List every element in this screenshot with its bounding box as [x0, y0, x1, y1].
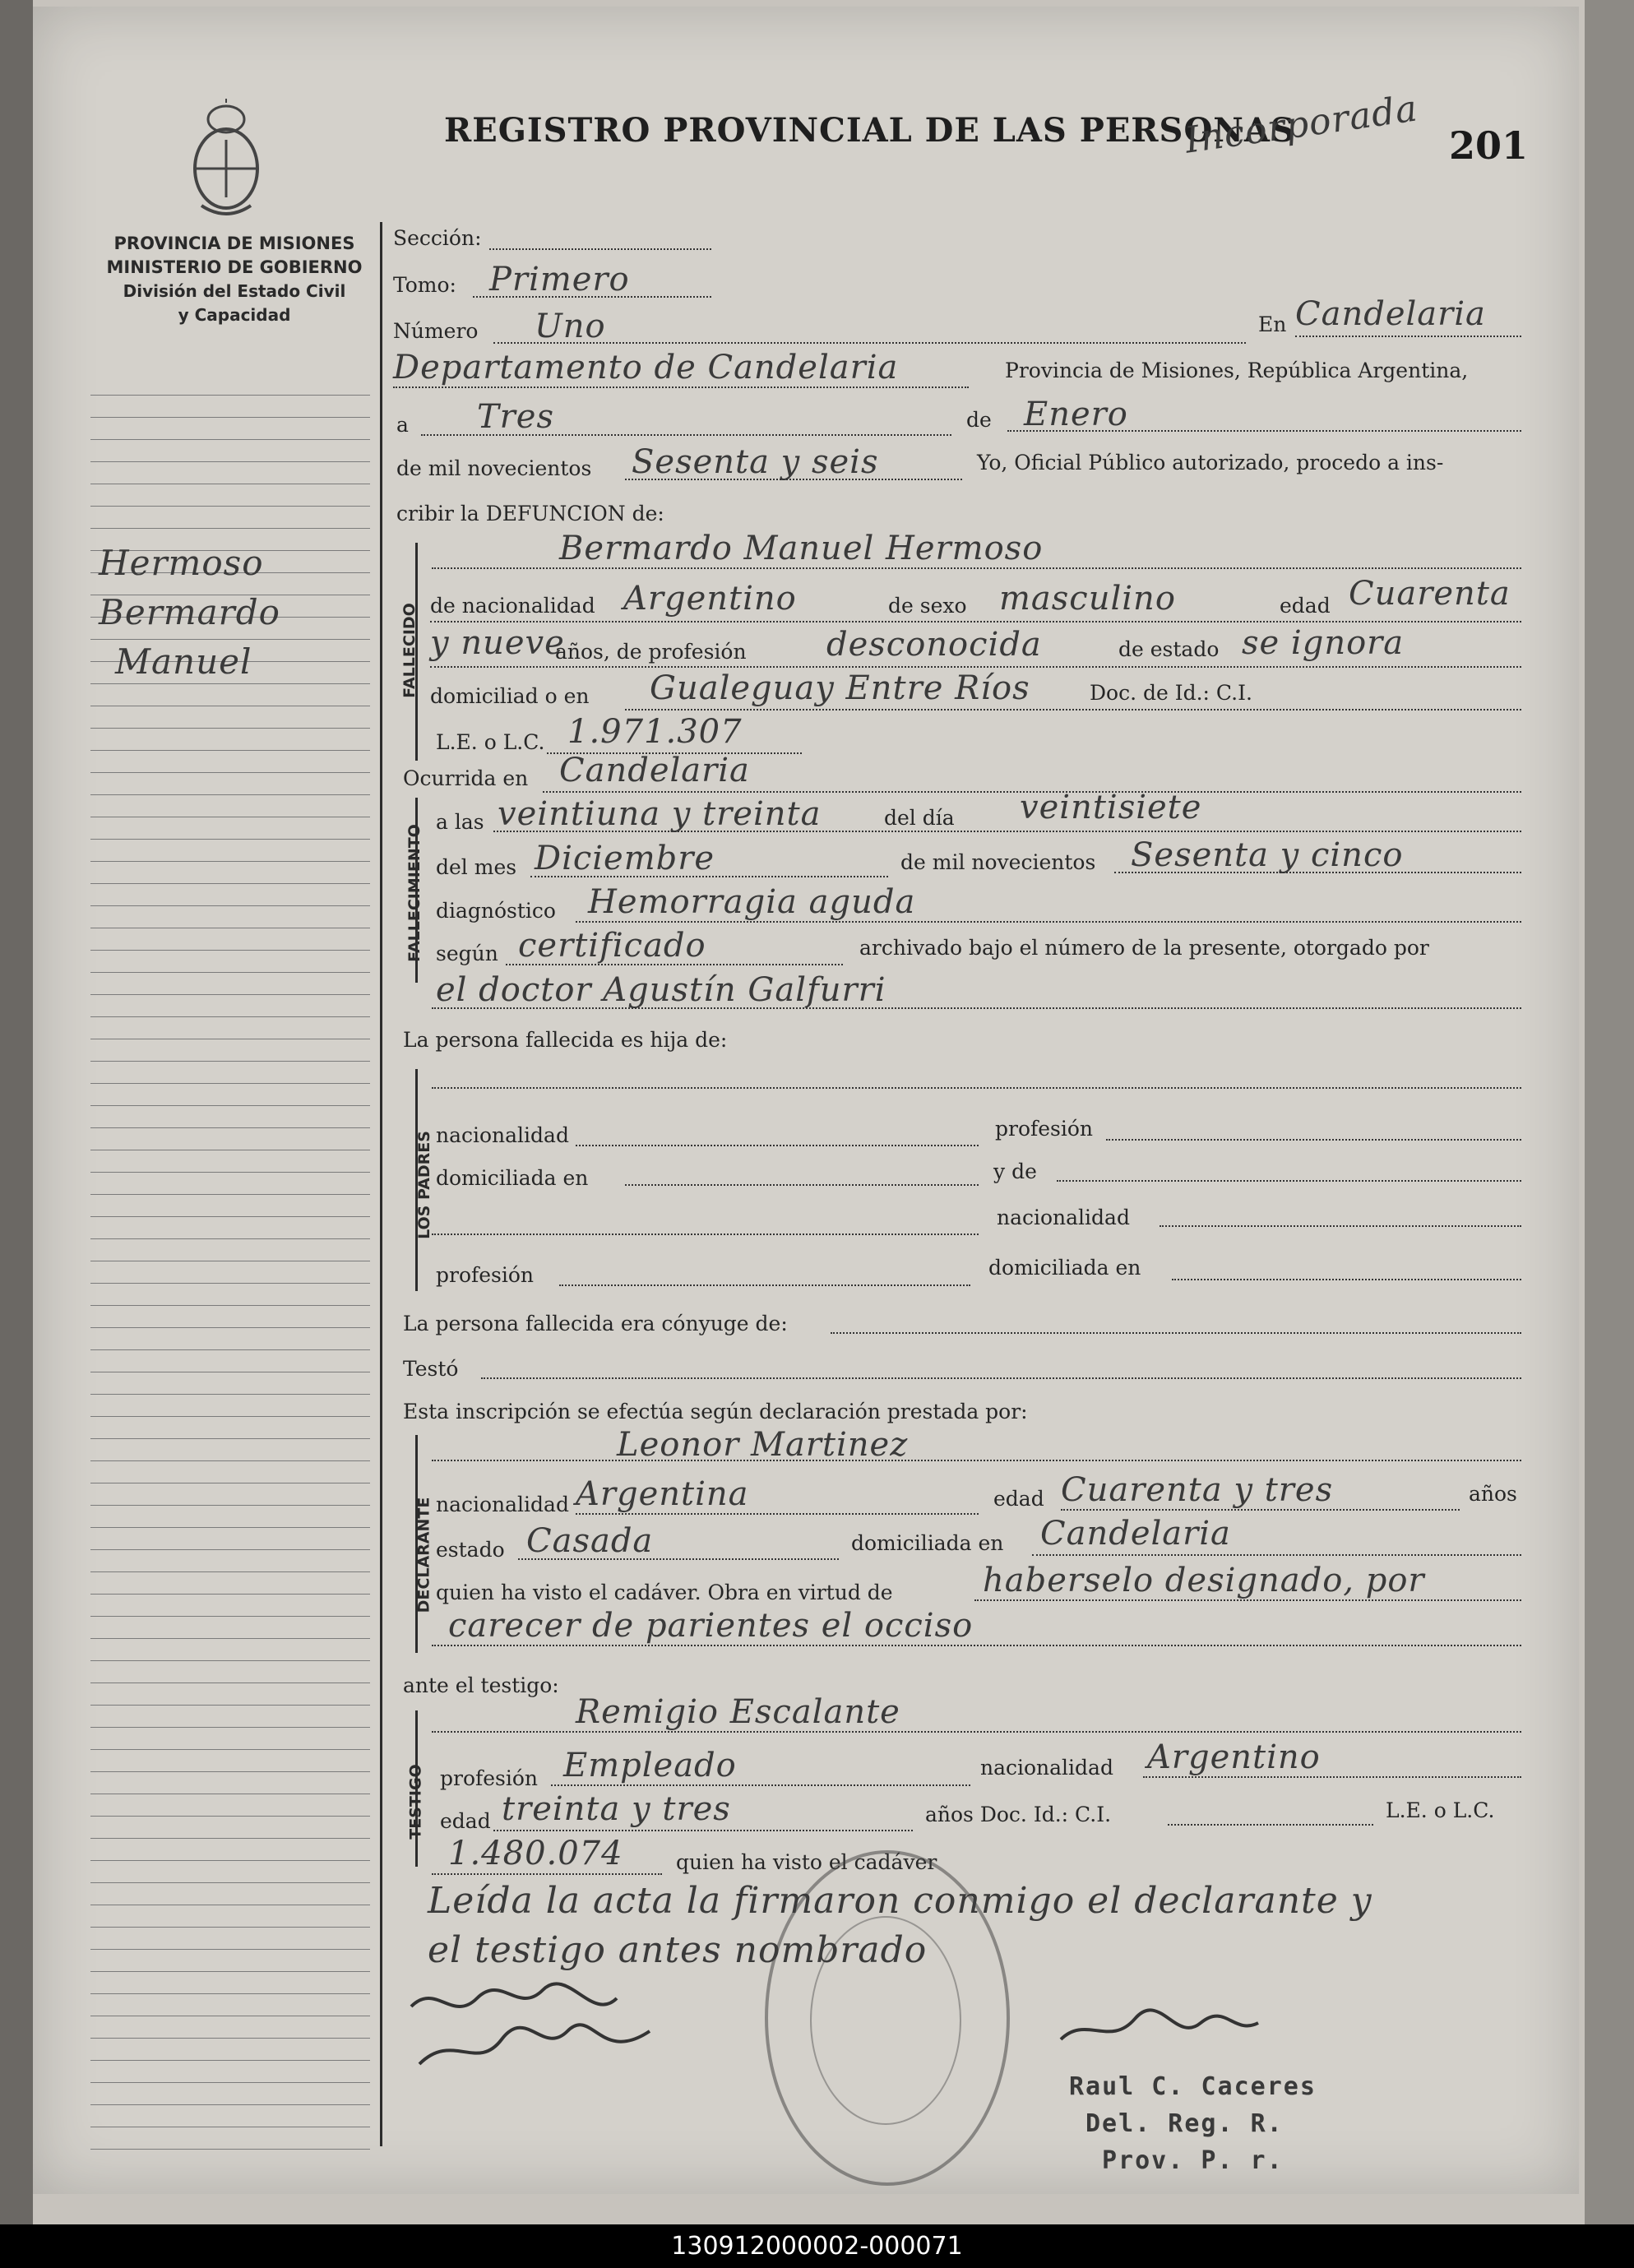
test-profesion-value: Empleado: [563, 1747, 737, 1784]
padre-profesion-line: [1106, 1139, 1521, 1141]
segun-value: certificado: [518, 927, 706, 965]
mes-muerte-line: [530, 876, 888, 877]
margin-rule: [90, 1638, 370, 1639]
margin-rule: [90, 2104, 370, 2105]
margin-rule: [90, 728, 370, 729]
nacionalidad-value: Argentino: [623, 580, 797, 618]
domicilio-label: domiciliad o en: [430, 684, 590, 708]
yo-oficial-label: Yo, Oficial Público autorizado, procedo a ins-: [977, 451, 1444, 474]
dia-line: [421, 434, 951, 436]
closing-line-1: Leída la acta la firmaron conmigo el declarante y: [428, 1880, 1372, 1922]
margin-rule: [90, 794, 370, 795]
padre-profesion2-line: [559, 1284, 970, 1286]
margin-rule: [90, 1682, 370, 1683]
cribir-label: cribir la DEFUNCION de:: [396, 502, 664, 525]
madre-nacionalidad-line: [1160, 1225, 1521, 1227]
margin-rule: [90, 1616, 370, 1617]
margin-rule: [90, 1949, 370, 1950]
ocurrida-label: Ocurrida en: [403, 766, 529, 790]
margin-rule: [90, 506, 370, 507]
ocurrida-value: Candelaria: [559, 752, 750, 789]
departamento-line: [393, 386, 969, 388]
test-nacionalidad-value: Argentino: [1147, 1738, 1321, 1776]
dec-estado-label: estado: [436, 1538, 505, 1562]
doctor-value: el doctor Agustín Galfurri: [436, 971, 886, 1009]
de-label: de: [966, 408, 992, 432]
del-mes-label: del mes: [436, 855, 517, 879]
dia-value: Tres: [477, 398, 554, 436]
folio-number: 201: [1449, 123, 1529, 168]
margin-given-name-2: Manuel: [115, 641, 252, 682]
margin-rule: [90, 1438, 370, 1439]
obra-virtud-line: [974, 1599, 1521, 1601]
fallecido-section-label: FALLECIDO: [400, 603, 419, 698]
ante-testigo-label: ante el testigo:: [403, 1673, 559, 1697]
margin-rule: [90, 1083, 370, 1084]
archivado-label: archivado bajo el número de la presente, otorgado por: [859, 936, 1429, 960]
padre-nacionalidad-line: [576, 1145, 979, 1146]
edad-label: edad: [1280, 594, 1331, 618]
test-doc-value-line: [432, 1873, 662, 1875]
margin-rule: [90, 1860, 370, 1861]
doc-value: 1.971.307: [567, 713, 743, 751]
a-label: a: [396, 413, 409, 437]
margin-rule: [90, 1283, 370, 1284]
padres-section-label: LOS PADRES: [414, 1131, 433, 1239]
dec-domicilio-label: domiciliada en: [851, 1531, 1004, 1555]
margin-given-name-1: Bermardo: [99, 592, 280, 632]
margin-rule: [90, 1061, 370, 1062]
profesion-line: [430, 666, 1521, 668]
numero-line: [493, 342, 1246, 344]
numero-label: Número: [393, 319, 479, 343]
seccion-label: Sección:: [393, 226, 482, 250]
margin-rule: [90, 1460, 370, 1461]
institution-heading: [90, 232, 378, 327]
test-profesion-label: profesión: [440, 1766, 539, 1790]
profesion-value: desconocida: [826, 626, 1042, 664]
anio-value: Sesenta y seis: [632, 443, 879, 481]
edad-value: Cuarenta: [1349, 575, 1511, 613]
margin-rule: [90, 1749, 370, 1750]
page-title: REGISTRO PROVINCIAL DE LAS PERSONAS: [444, 111, 1295, 150]
fallecido-name-line: [432, 567, 1521, 569]
padre-domicilio-label: domiciliada en: [436, 1166, 589, 1190]
margin-rule: [90, 972, 370, 973]
tomo-label: Tomo:: [393, 273, 456, 297]
edad-value-2: y nueve: [430, 624, 565, 662]
margin-rule: [90, 2060, 370, 2061]
sexo-label: de sexo: [888, 594, 967, 618]
margin-rule: [90, 639, 370, 640]
dec-edad-line: [1061, 1509, 1460, 1511]
declarante-section-label: DECLARANTE: [414, 1497, 433, 1613]
margin-rule: [90, 683, 370, 684]
padre-profesion-label: profesión: [995, 1117, 1094, 1141]
seccion-line: [489, 248, 711, 250]
margin-rule: [90, 994, 370, 995]
estado-value: se ignora: [1242, 624, 1405, 662]
right-binding: [1585, 0, 1634, 2224]
margin-rule: [90, 1705, 370, 1706]
margin-rule: [90, 1505, 370, 1506]
mes-muerte-value: Diciembre: [535, 840, 715, 877]
conyuge-label: La persona fallecida era cónyuge de:: [403, 1312, 788, 1335]
closing-line-2: el testigo antes nombrado: [428, 1929, 928, 1971]
dec-edad-label: edad: [993, 1487, 1044, 1511]
segun-line: [506, 964, 843, 965]
margin-rule: [90, 950, 370, 951]
le-lc-label: L.E. o L.C.: [436, 730, 545, 754]
en-value: Candelaria: [1295, 295, 1486, 333]
de-mil-nov-label: de mil novecientos: [900, 850, 1096, 874]
margin-rule: [90, 1238, 370, 1239]
margin-rule: [90, 1394, 370, 1395]
margin-rule: [90, 1660, 370, 1661]
anio-line: [625, 479, 962, 480]
dec-estado-value: Casada: [526, 1522, 654, 1560]
fallecido-name: Bermardo Manuel Hermoso: [559, 530, 1044, 567]
dia-muerte-value: veintisiete: [1020, 789, 1202, 826]
margin-rule: [90, 395, 370, 396]
margin-rule: [90, 1327, 370, 1328]
margin-rule: [90, 1105, 370, 1106]
de-mil-label: de mil novecientos: [396, 456, 592, 480]
official-seal-inner: [810, 1916, 961, 2125]
incorporated-stamp: Incorporada: [1182, 87, 1421, 162]
testigo-section-label: TESTIGO: [406, 1764, 425, 1840]
margin-rule: [90, 1594, 370, 1595]
numero-value: Uno: [535, 308, 606, 345]
test-edad-label: edad: [440, 1809, 491, 1833]
test-nacionalidad-label: nacionalidad: [980, 1756, 1113, 1780]
testo-label: Testó: [403, 1357, 459, 1381]
margin-rule: [90, 839, 370, 840]
test-doc-value: 1.480.074: [448, 1835, 623, 1872]
quien-visto-label: quien ha visto el cadáver. Obra en virtud de: [436, 1581, 893, 1604]
testigo-name: Remigio Escalante: [576, 1693, 900, 1731]
test-profesion-line: [551, 1784, 970, 1786]
dec-estado-line: [518, 1558, 839, 1560]
padre-extra-line: [432, 1234, 979, 1235]
margin-rule: [90, 1549, 370, 1550]
margin-rule: [90, 1727, 370, 1728]
hija-de-label: La persona fallecida es hija de:: [403, 1028, 728, 1052]
dec-anos-label: años: [1469, 1482, 1517, 1506]
estado-label: de estado: [1118, 637, 1220, 661]
sexo-value: masculino: [999, 580, 1176, 618]
en-label: En: [1258, 312, 1287, 336]
archive-id-bar: 130912000002-000071: [0, 2224, 1634, 2268]
dec-edad-value: Cuarenta y tres: [1061, 1471, 1334, 1509]
test-le-lc-label: L.E. o L.C.: [1386, 1798, 1495, 1822]
test-edad-line: [493, 1830, 913, 1831]
margin-rule: [90, 1194, 370, 1195]
dec-domicilio-line: [1032, 1554, 1521, 1556]
padre-profesion2-label: profesión: [436, 1263, 535, 1287]
declarante-signature-icon: [403, 1974, 666, 2081]
del-dia-label: del día: [884, 806, 955, 830]
margin-rule: [90, 1016, 370, 1017]
capacity-line: y Capacidad: [178, 305, 291, 325]
test-edad-value: treinta y tres: [502, 1790, 731, 1828]
dec-nacionalidad-label: nacionalidad: [436, 1493, 569, 1516]
margin-rule: [90, 1172, 370, 1173]
madre-nacionalidad-label: nacionalidad: [997, 1206, 1130, 1229]
madre-domicilio-line: [1172, 1279, 1521, 1280]
margin-rule: [90, 1882, 370, 1883]
testigo-name-line: [432, 1731, 1521, 1733]
test-doc-line: [1168, 1824, 1373, 1826]
margin-rule: [90, 1216, 370, 1217]
ministry-line: MINISTERIO DE GOBIERNO: [106, 257, 363, 277]
provincia-label: Provincia de Misiones, República Argentina,: [1005, 359, 1469, 382]
mes-line: [1007, 430, 1521, 432]
doctor-line: [432, 1007, 1521, 1009]
margin-rule: [90, 1971, 370, 1972]
left-binding: [0, 0, 33, 2224]
nacionalidad-line: [430, 621, 1521, 623]
margin-rule: [90, 1127, 370, 1128]
margin-surname: Hermoso: [99, 543, 264, 583]
obra-virtud-line-2: [432, 1645, 1521, 1646]
margin-rule: [90, 461, 370, 462]
anos-profesion-label: años, de profesión: [555, 640, 747, 664]
test-nacionalidad-line: [1143, 1776, 1521, 1778]
margin-rule: [90, 750, 370, 751]
tomo-value: Primero: [489, 261, 630, 299]
margin-rule: [90, 1927, 370, 1928]
hora-line: [493, 831, 1521, 832]
margin-rule: [90, 1838, 370, 1839]
margin-rule: [90, 905, 370, 906]
diagnostico-line: [576, 921, 1521, 923]
testo-line: [481, 1377, 1521, 1379]
coat-of-arms-icon: [185, 99, 267, 222]
official-title-1: Del. Reg. R.: [1085, 2109, 1284, 2138]
margin-rule: [90, 1349, 370, 1350]
dec-nacionalidad-value: Argentina: [576, 1475, 749, 1513]
province-line: PROVINCIA DE MISIONES: [113, 234, 355, 253]
anio-muerte-value: Sesenta y cinco: [1131, 836, 1404, 874]
declarante-name: Leonor Martinez: [617, 1426, 909, 1464]
y-de-label: y de: [993, 1159, 1037, 1183]
dec-nacionalidad-line: [576, 1513, 979, 1515]
obra-virtud-value-2: carecer de parientes el occiso: [448, 1607, 974, 1645]
dec-domicilio-value: Candelaria: [1040, 1515, 1231, 1553]
a-las-label: a las: [436, 810, 484, 834]
division-line: División del Estado Civil: [123, 281, 346, 301]
diagnostico-label: diagnóstico: [436, 899, 556, 923]
segun-label: según: [436, 942, 498, 965]
margin-rule: [90, 417, 370, 418]
official-title-2: Prov. P. r.: [1102, 2146, 1284, 2175]
obra-virtud-value: haberselo designado, por: [983, 1562, 1425, 1599]
doc-label: Doc. de Id.: C.I.: [1090, 681, 1252, 705]
mes-value: Enero: [1024, 396, 1128, 433]
margin-rule: [90, 861, 370, 862]
margin-rule: [90, 528, 370, 529]
madre-name-line: [1057, 1180, 1521, 1182]
anio-muerte-line: [1114, 872, 1521, 873]
margin-rule: [90, 883, 370, 884]
nacionalidad-label: de nacionalidad: [430, 594, 595, 618]
margin-rule: [90, 772, 370, 773]
en-line: [1295, 336, 1521, 337]
inscripcion-label: Esta inscripción se efectúa según declaración prestada por:: [403, 1400, 1028, 1423]
margin-divider: [380, 222, 382, 2146]
margin-rule: [90, 1771, 370, 1772]
fallecimiento-section-label: FALLECIMIENTO: [405, 824, 424, 962]
margin-rule: [90, 1527, 370, 1528]
test-doc-label: años Doc. Id.: C.I.: [925, 1803, 1112, 1826]
quien-visto2-label: quien ha visto el cadáver: [676, 1850, 937, 1874]
hora-value: veintiuna y treinta: [498, 795, 822, 833]
margin-rule: [90, 2082, 370, 2083]
official-name: Raul C. Caceres: [1069, 2072, 1317, 2101]
margin-rule: [90, 1305, 370, 1306]
departamento-value: Departamento de Candelaria: [393, 349, 899, 386]
conyuge-line: [831, 1332, 1521, 1334]
margin-rule: [90, 2038, 370, 2039]
margin-rule: [90, 2149, 370, 2150]
official-signature-icon: [1053, 1998, 1266, 2056]
declarante-name-line: [432, 1460, 1521, 1461]
padre-name-line: [432, 1087, 1521, 1089]
domicilio-value: Gualeguay Entre Ríos: [650, 669, 1030, 707]
domicilio-line: [625, 709, 1521, 710]
margin-rule: [90, 1416, 370, 1417]
padre-domicilio-line: [625, 1184, 979, 1186]
padre-nacionalidad-label: nacionalidad: [436, 1123, 569, 1147]
margin-rule: [90, 1993, 370, 1994]
madre-domicilio-label: domiciliada en: [988, 1256, 1141, 1280]
margin-rule: [90, 439, 370, 440]
diagnostico-value: Hemorragia aguda: [588, 883, 916, 921]
margin-rule: [90, 1816, 370, 1817]
margin-rule: [90, 1571, 370, 1572]
